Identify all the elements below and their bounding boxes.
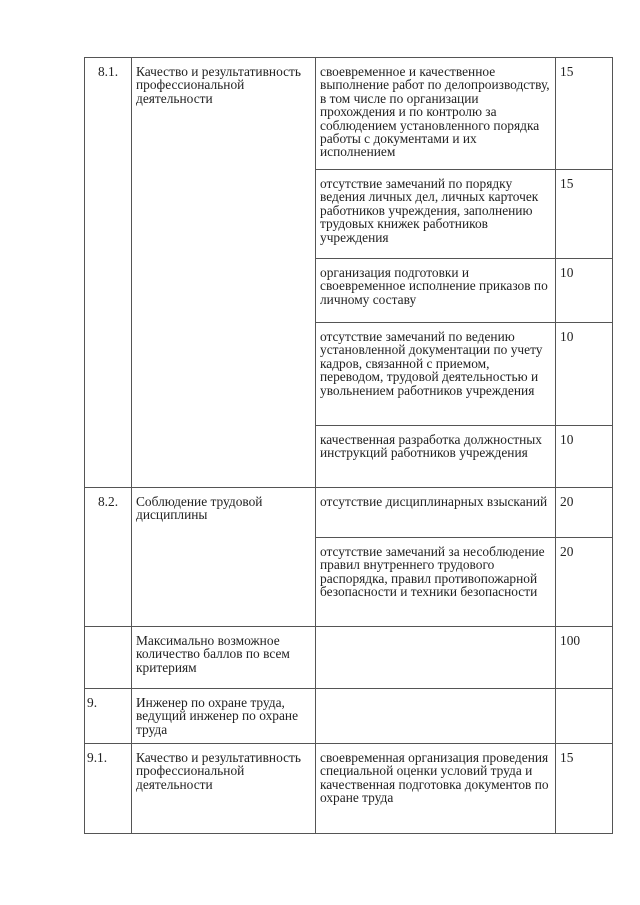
table-row	[85, 170, 613, 259]
table-row	[85, 744, 613, 834]
criteria-table	[84, 57, 613, 834]
score-value: 15	[556, 170, 613, 259]
score-value: 10	[556, 323, 613, 426]
table-row	[85, 488, 613, 538]
empty-cell	[316, 627, 556, 689]
table-row	[85, 323, 613, 426]
row-number: 8.2.	[85, 488, 132, 538]
empty-cell	[85, 627, 132, 689]
empty-cell	[132, 426, 316, 488]
empty-cell	[316, 689, 556, 744]
table-row	[85, 259, 613, 323]
empty-cell	[85, 323, 132, 426]
criterion-name: Максимально возможное количество баллов по всем критериям	[132, 627, 316, 689]
empty-cell	[132, 259, 316, 323]
row-number: 9.1.	[85, 744, 132, 834]
score-value: 20	[556, 538, 613, 627]
empty-cell	[132, 170, 316, 259]
empty-cell	[85, 426, 132, 488]
row-number: 9.	[85, 689, 132, 744]
empty-cell	[132, 538, 316, 627]
score-value: 20	[556, 488, 613, 538]
criterion-name: Качество и результативность профессиональной деятельности	[132, 744, 316, 834]
indicator-description: качественная разработка должностных инструкций работников учреждения	[316, 426, 556, 488]
criterion-name: Соблюдение трудовой дисциплины	[132, 488, 316, 538]
indicator-description: своевременная организация проведения специальной оценки условий труда и качественная подготовка документов по охране труда	[316, 744, 556, 834]
indicator-description: организация подготовки и своевременное исполнение приказов по личному составу	[316, 259, 556, 323]
criterion-name: Качество и результативность профессиональной деятельности	[132, 58, 316, 170]
table-row	[85, 689, 613, 744]
score-value: 15	[556, 58, 613, 170]
empty-cell	[85, 259, 132, 323]
score-value: 100	[556, 627, 613, 689]
empty-cell	[85, 170, 132, 259]
table-row	[85, 58, 613, 170]
table-row	[85, 538, 613, 627]
indicator-description: отсутствие замечаний за несоблюдение правил внутреннего трудового распорядка, правил противопожарной безопасности и техники безопасности	[316, 538, 556, 627]
empty-cell	[556, 689, 613, 744]
indicator-description: отсутствие замечаний по порядку ведения личных дел, личных карточек работников учреждения, заполнению трудовых книжек работников учреждения	[316, 170, 556, 259]
score-value: 15	[556, 744, 613, 834]
indicator-description: отсутствие замечаний по ведению установленной документации по учету кадров, связанной с приемом, переводом, трудовой деятельностью и увольнением работников учреждения	[316, 323, 556, 426]
indicator-description: отсутствие дисциплинарных взысканий	[316, 488, 556, 538]
table-row	[85, 627, 613, 689]
position-name: Инженер по охране труда, ведущий инженер по охране труда	[132, 689, 316, 744]
score-value: 10	[556, 259, 613, 323]
empty-cell	[85, 538, 132, 627]
table-row	[85, 426, 613, 488]
score-value: 10	[556, 426, 613, 488]
row-number: 8.1.	[85, 58, 132, 170]
empty-cell	[132, 323, 316, 426]
indicator-description: своевременное и качественное выполнение работ по делопроизводству, в том числе по организации прохождения и по контролю за соблюдением установленного порядка работы с документами и их исполнением	[316, 58, 556, 170]
